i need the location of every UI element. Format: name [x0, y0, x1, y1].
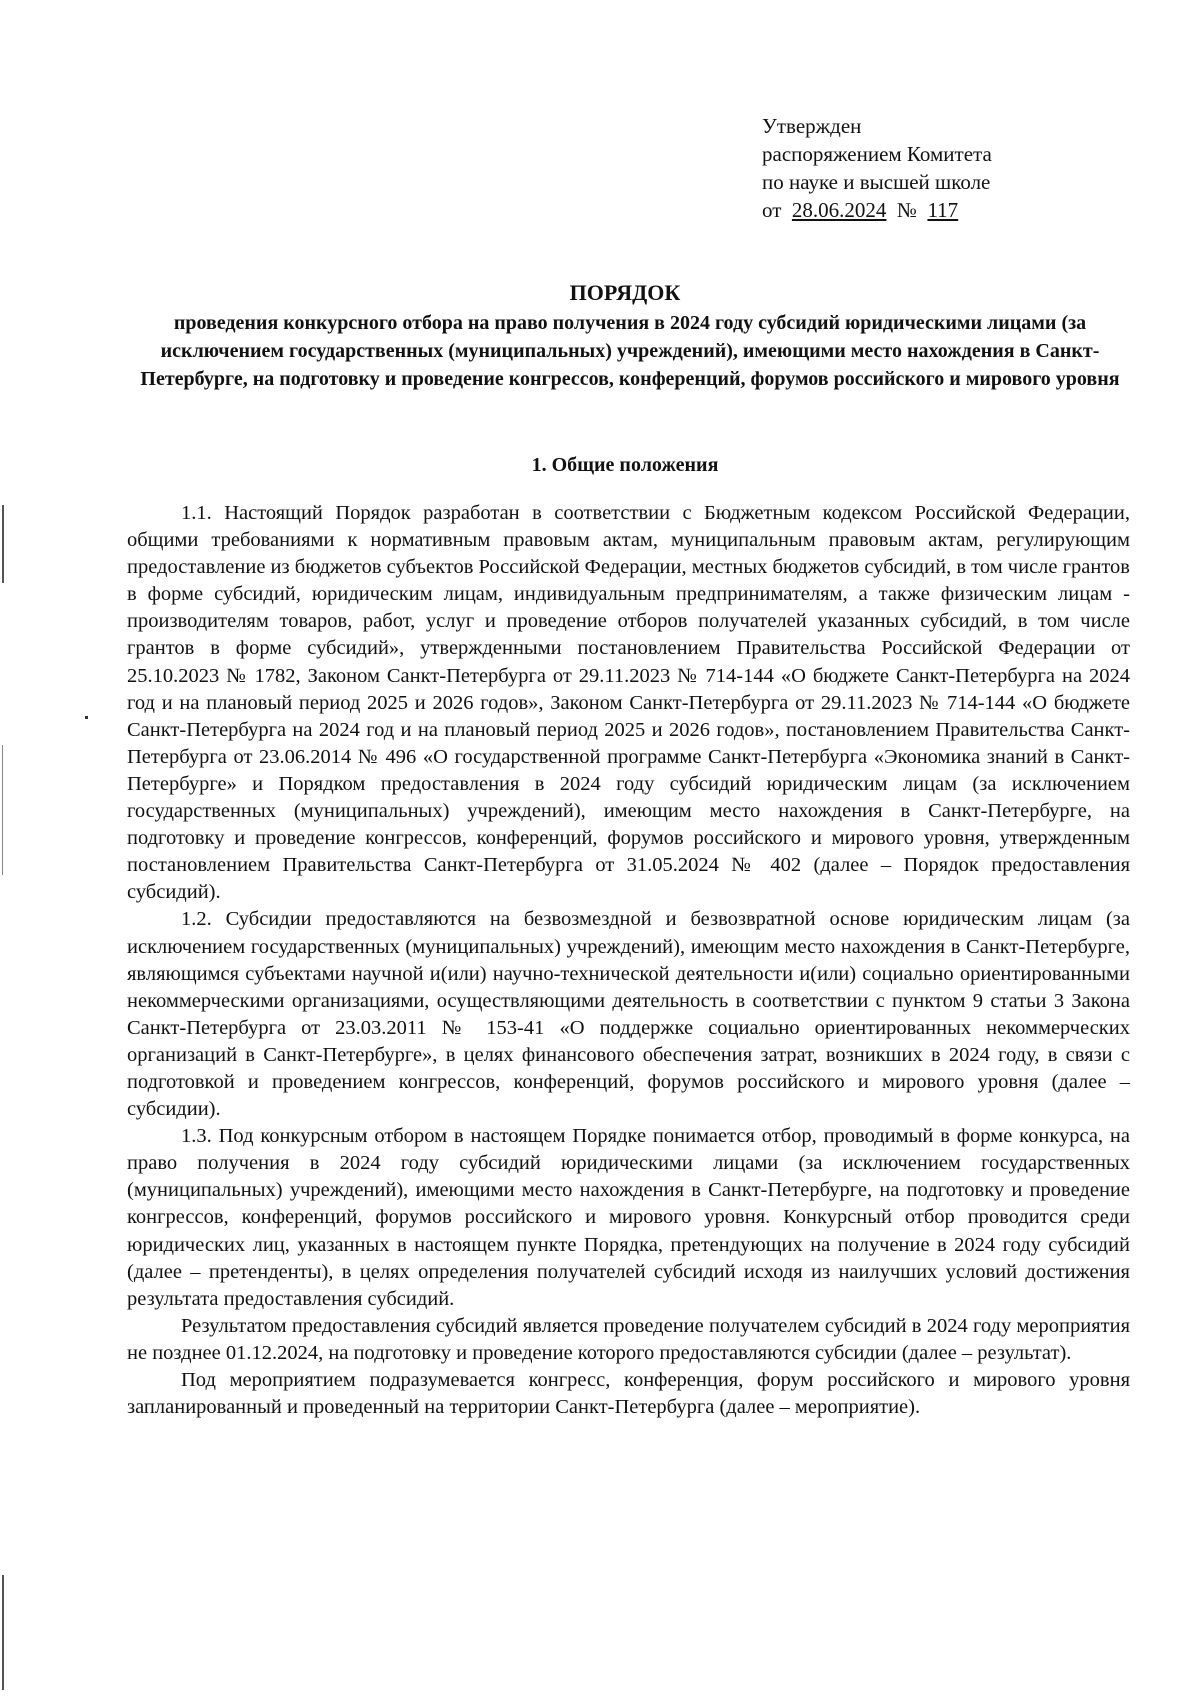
approval-line-2: распоряжением Комитета — [762, 142, 992, 166]
approval-number-prefix: № — [896, 198, 917, 222]
paragraph-1-1: 1.1. Настоящий Порядок разработан в соответствии с Бюджетным кодексом Российской Федерации, общими требованиями к нормативным правовым актам, муниципальным правовым актам, регулирующим предоставление из бюджетов субъектов Российской Федерации, местных бюджетов субсидий, в том числе грантов в форме субсидий, юридическим лицам, индивидуальным предпринимателям, а также физическим лицам - производителям товаров, работ, услуг и проведение отборов получателей указанных субсидий, в том числе грантов в форме субсидий», утвержденными постановлением Правительства Российской Федерации от 25.10.2023 № 1782, Законом Санкт-Петербурга от 29.11.2023 № 714-144 «О бюджете Санкт-Петербурга на 2024 год и на плановый период 2025 и 2026 годов», Законом Санкт-Петербурга от 29.11.2023 № 714-144 «О бюджете Санкт-Петербурга на 2024 год и на плановый период 2025 и 2026 годов», постановлением Правительства Санкт-Петербурга от 23.06.2014 № 496 «О государственной программе Санкт-Петербурга «Экономика знаний в Санкт-Петербурге» и Порядком предоставления в 2024 году субсидий юридическим лицам (за исключением государственных (муниципальных) учреждений), имеющим место нахождения в Санкт-Петербурге, на подготовку и проведение конгрессов, конференций, форумов российского и мирового уровня, утвержденным постановлением Правительства Санкт-Петербурга от 31.05.2024 № 402 (далее – Порядок предоставления субсидий). — [127, 502, 1130, 904]
scan-edge-mark-middle — [2, 745, 3, 875]
document-subtitle: проведения конкурсного отбора на право получения в 2024 году субсидий юридическими лицами (за исключением государственных (муниципальных) учреждений), имеющими место нахождения в Санкт-Петербурге, на подготовку и проведение конгрессов, конференций, форумов российского и мирового уровня — [140, 312, 1120, 390]
approval-number: 117 — [927, 198, 959, 222]
approval-date-prefix: от — [762, 198, 782, 222]
scan-edge-mark-top — [2, 505, 4, 583]
approval-date: 28.06.2024 — [791, 198, 887, 222]
document-title: ПОРЯДОК — [569, 280, 681, 305]
approval-line-3: по науке и высшей школе — [762, 170, 991, 194]
scan-dot — [85, 716, 88, 719]
approval-date-line — [762, 196, 992, 224]
approval-line-1: Утвержден — [762, 114, 862, 138]
document-body — [127, 500, 1130, 1421]
paragraph-result: Результатом предоставления субсидий является проведение получателем субсидий в 2024 году мероприятия не позднее 01.12.2024, на подготовку и проведение которого предоставляются субсидии (далее – результат). — [127, 1314, 1130, 1364]
paragraph-1-3: 1.3. Под конкурсным отбором в настоящем Порядке понимается отбор, проводимый в форме конкурса, на право получения в 2024 году субсидий юридическими лицами (за исключением государственных (муниципальных) учреждений), имеющими место нахождения в Санкт-Петербурге, на подготовку и проведение конгрессов, конференций, форумов российского и мирового уровня. Конкурсный отбор проводится среди юридических лиц, указанных в настоящем пункте Порядка, претендующих на получение в 2024 году субсидий (далее – претенденты), в целях определения получателей субсидий исходя из наилучших условий достижения результата предоставления субсидий. — [127, 1125, 1130, 1310]
section-heading: 1. Общие положения — [531, 454, 719, 476]
scan-edge-mark-bottom — [2, 1575, 4, 1690]
paragraph-event: Под мероприятием подразумевается конгресс, конференция, форум российского и мирового уровня запланированный и проведенный на территории Санкт-Петербурга (далее – мероприятие). — [127, 1369, 1130, 1419]
paragraph-1-2: 1.2. Субсидии предоставляются на безвозмездной и безвозвратной основе юридическим лицам (за исключением государственных (муниципальных) учреждений), имеющим место нахождения в Санкт-Петербурге, являющимся субъектами научной и(или) научно-технической деятельности и(или) социально ориентированными некоммерческими организациями, осуществляющими деятельность в соответствии с пунктом 9 статьи 3 Закона Санкт-Петербурга от 23.03.2011 № 153-41 «О поддержке социально ориентированных некоммерческих организаций в Санкт-Петербурге», в целях финансового обеспечения затрат, возникших в 2024 году, в связи с подготовкой и проведением конгрессов, конференций, форумов российского и мирового уровня (далее – субсидии). — [127, 908, 1130, 1121]
approval-stamp — [762, 112, 992, 224]
